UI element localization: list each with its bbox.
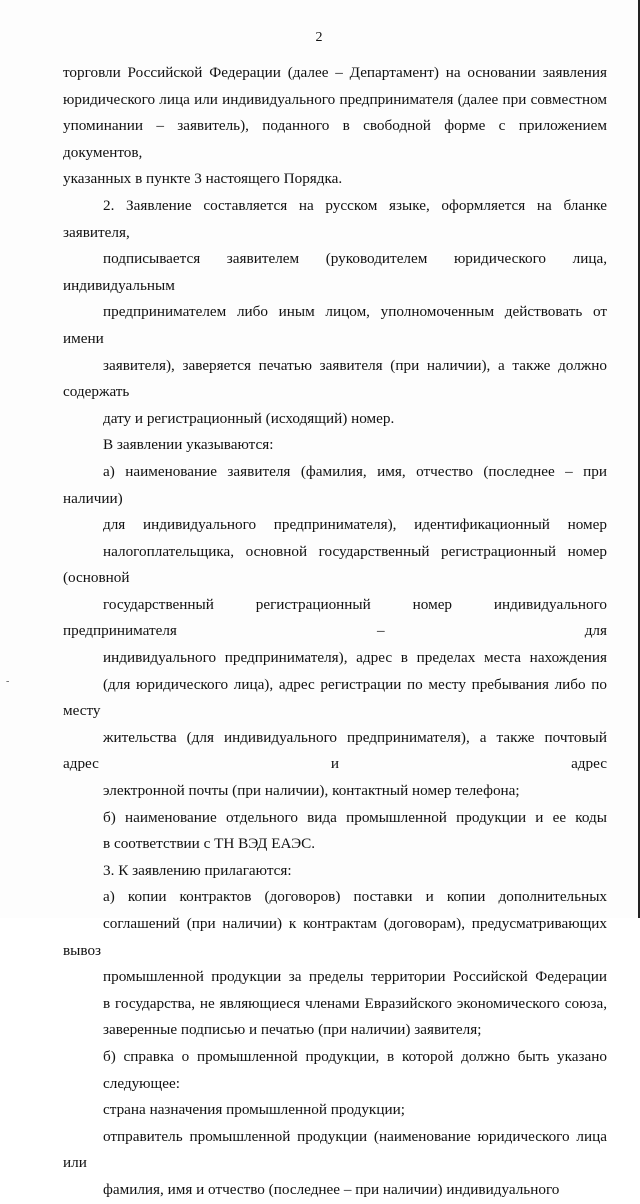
page-number: 2 — [315, 30, 323, 45]
document-body — [63, 60, 607, 1204]
margin-mark: - — [6, 676, 10, 687]
text-line: а) копии контрактов (договоров) поставки и копии дополнительных — [103, 888, 607, 906]
text-line: в соответствии с ТН ВЭД ЕАЭС. — [103, 835, 316, 853]
paragraph — [63, 858, 607, 885]
paragraph — [63, 884, 607, 1044]
text-line: торговли Российской Федерации (далее – Департамент) на основании заявления — [63, 64, 607, 81]
text-line: страна назначения промышленной продукции; — [103, 1101, 405, 1119]
text-line: следующее: — [103, 1074, 180, 1092]
text-line: упоминании – заявитель), поданного в свободной форме с приложением документов, — [63, 117, 607, 161]
text-line: заявителя), заверяется печатью заявителя (при наличии), а также должно содержать — [63, 356, 607, 401]
text-line: фамилия, имя и отчество (последнее – при наличии) индивидуального — [103, 1180, 560, 1198]
paragraph — [63, 805, 607, 858]
text-line: в государства, не являющиеся членами Евразийского экономического союза, — [103, 994, 607, 1012]
paragraph — [63, 193, 607, 432]
text-line: жительства (для индивидуального предпринимателя), а также почтовый адрес и адрес — [63, 728, 607, 773]
text-line: заверенные подписью и печатью (при наличии) заявителя; — [103, 1021, 482, 1039]
paragraph — [63, 459, 607, 805]
text-line: подписывается заявителем (руководителем юридического лица, индивидуальным — [63, 250, 607, 294]
paragraph — [63, 1124, 607, 1204]
text-line: налогоплательщика, основной государственный регистрационный номер (основной — [63, 542, 607, 587]
text-line: электронной почты (при наличии), контактный номер телефона; — [103, 782, 520, 800]
text-line: промышленной продукции за пределы территории Российской Федерации — [103, 968, 607, 986]
text-line: соглашений (при наличии) к контрактам (договорам), предусматривающих вывоз — [63, 915, 607, 959]
text-line: б) справка о промышленной продукции, в которой должно быть указано — [103, 1047, 607, 1065]
text-line: указанных в пункте 3 настоящего Порядка. — [63, 170, 343, 188]
paragraph — [63, 1097, 607, 1124]
paragraph — [63, 60, 607, 193]
text-line: 2. Заявление составляется на русском языке, оформляется на бланке заявителя, — [63, 196, 607, 241]
text-line: б) наименование отдельного вида промышленной продукции и ее коды — [103, 808, 607, 826]
text-line: предпринимателем либо иным лицом, уполномоченным действовать от имени — [63, 303, 607, 347]
text-line: отправитель промышленной продукции (наименование юридического лица или — [63, 1127, 607, 1172]
text-line: (для юридического лица), адрес регистрации по месту пребывания либо по месту — [63, 675, 607, 720]
text-line: В заявлении указываются: — [103, 436, 274, 454]
text-line: индивидуального предпринимателя), адрес в пределах места нахождения — [103, 649, 607, 667]
text-line: дату и регистрационный (исходящий) номер. — [103, 409, 395, 427]
paragraph — [63, 432, 607, 459]
text-line: 3. К заявлению прилагаются: — [103, 861, 292, 879]
text-line: государственный регистрационный номер индивидуального предпринимателя – для — [63, 595, 607, 640]
paragraph — [63, 1044, 607, 1097]
text-line: для индивидуального предпринимателя), идентификационный номер — [103, 516, 607, 534]
text-line: а) наименование заявителя (фамилия, имя, отчество (последнее – при наличии) — [63, 462, 607, 507]
text-line: юридического лица или индивидуального предпринимателя (далее при совместном — [63, 90, 607, 108]
